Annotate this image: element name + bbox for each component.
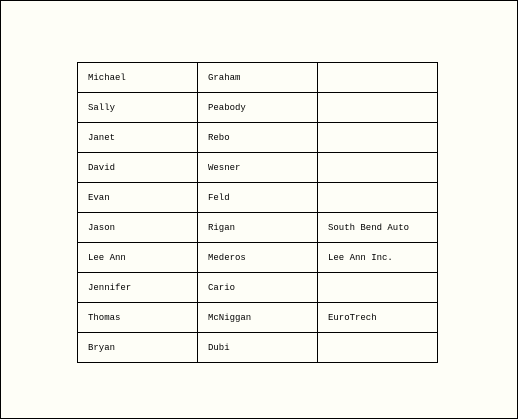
company-cell[interactable]: Lee Ann Inc.: [318, 243, 438, 273]
last-name-cell[interactable]: Mederos: [198, 243, 318, 273]
last-name-cell[interactable]: Dubi: [198, 333, 318, 363]
last-name-cell[interactable]: Feld: [198, 183, 318, 213]
first-name-cell[interactable]: Lee Ann: [78, 243, 198, 273]
last-name-cell[interactable]: Cario: [198, 273, 318, 303]
company-cell[interactable]: [318, 183, 438, 213]
company-cell[interactable]: South Bend Auto: [318, 213, 438, 243]
first-name-cell[interactable]: Thomas: [78, 303, 198, 333]
last-name-cell[interactable]: Rigan: [198, 213, 318, 243]
table-row: [78, 213, 438, 243]
table-row: [78, 93, 438, 123]
table-row: [78, 273, 438, 303]
table-row: [78, 183, 438, 213]
first-name-cell[interactable]: Michael: [78, 63, 198, 93]
company-cell[interactable]: EuroTrech: [318, 303, 438, 333]
table-row: [78, 303, 438, 333]
table-row: [78, 63, 438, 93]
company-cell[interactable]: [318, 93, 438, 123]
first-name-cell[interactable]: David: [78, 153, 198, 183]
table-row: [78, 153, 438, 183]
first-name-cell[interactable]: Sally: [78, 93, 198, 123]
contacts-table: [77, 62, 438, 363]
company-cell[interactable]: [318, 153, 438, 183]
table-row: [78, 243, 438, 273]
first-name-cell[interactable]: Bryan: [78, 333, 198, 363]
company-cell[interactable]: [318, 333, 438, 363]
table-row: [78, 123, 438, 153]
first-name-cell[interactable]: Jennifer: [78, 273, 198, 303]
first-name-cell[interactable]: Evan: [78, 183, 198, 213]
last-name-cell[interactable]: Peabody: [198, 93, 318, 123]
last-name-cell[interactable]: McNiggan: [198, 303, 318, 333]
table-row: [78, 333, 438, 363]
first-name-cell[interactable]: Janet: [78, 123, 198, 153]
last-name-cell[interactable]: Wesner: [198, 153, 318, 183]
last-name-cell[interactable]: Rebo: [198, 123, 318, 153]
first-name-cell[interactable]: Jason: [78, 213, 198, 243]
last-name-cell[interactable]: Graham: [198, 63, 318, 93]
company-cell[interactable]: [318, 123, 438, 153]
company-cell[interactable]: [318, 63, 438, 93]
company-cell[interactable]: [318, 273, 438, 303]
